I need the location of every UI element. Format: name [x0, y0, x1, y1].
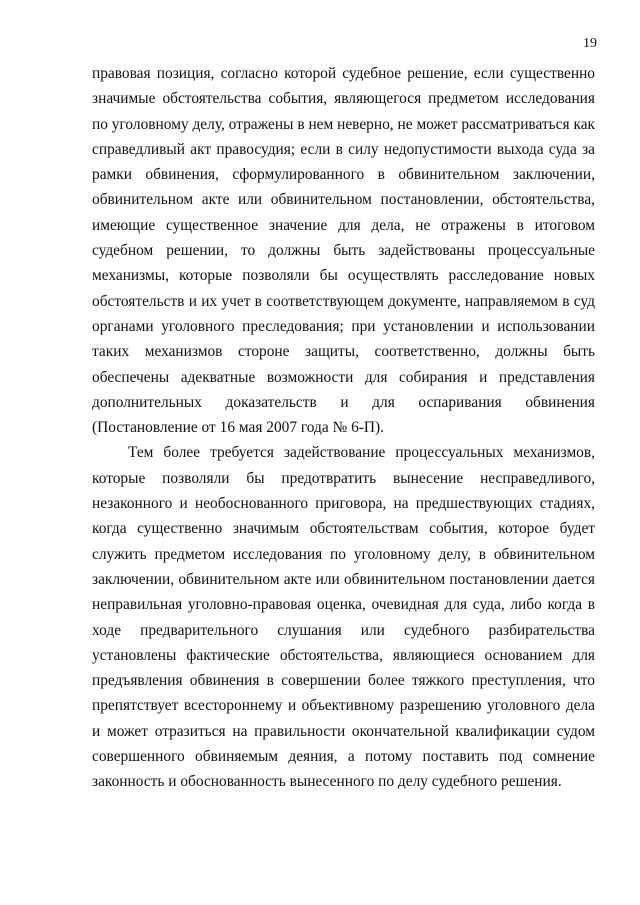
body-text: [92, 61, 595, 795]
paragraph-2: Тем более требуется задействование процессуальных механизмов, которые позволяли бы предотвратить вынесение несправедливого, незаконного и необоснованного приговора, на предшествующих стадиях, когда существенно значимым обстоятельствам события, которое будет служить предметом исследования по уголовному делу, в обвинительном заключении, обвинительном акте или обвинительном постановлении дается неправильная уголовно-правовая оценка, очевидная для суда, либо когда в ходе предварительного слушания или судебного разбирательства установлены фактические обстоятельства, являющиеся основанием для предъявления обвинения в совершении более тяжкого преступления, что препятствует всестороннему и объективному разрешению уголовного дела и может отразиться на правильности окончательной квалификации судом совершенного обвиняемым деяния, а потому поставить под сомнение законность и обоснованность вынесенного по делу судебного решения.: [92, 444, 595, 791]
paragraph-1: правовая позиция, согласно которой судебное решение, если существенно значимые обстоятельства события, являющегося предметом исследования по уголовному делу, отражены в нем неверно, не может рассматриваться как справедливый акт правосудия; если в силу недопустимости выхода суда за рамки обвинения, сформулированного в обвинительном заключении, обвинительном акте или обвинительном постановлении, обстоятельства, имеющие существенное значение для дела, не отражены в итоговом судебном решении, то должны быть задействованы процессуальные механизмы, которые позволяли бы осуществлять расследование новых обстоятельств и их учет в соответствующем документе, направляемом в суд органами уголовного преследования; при установлении и использовании таких механизмов стороне защиты, соответственно, должны быть обеспечены адекватные возможности для собирания и представления дополнительных доказательств и для оспаривания обвинения (Постановление от 16 мая 2007 года № 6-П).: [92, 65, 595, 437]
page-number: 19: [583, 36, 597, 51]
